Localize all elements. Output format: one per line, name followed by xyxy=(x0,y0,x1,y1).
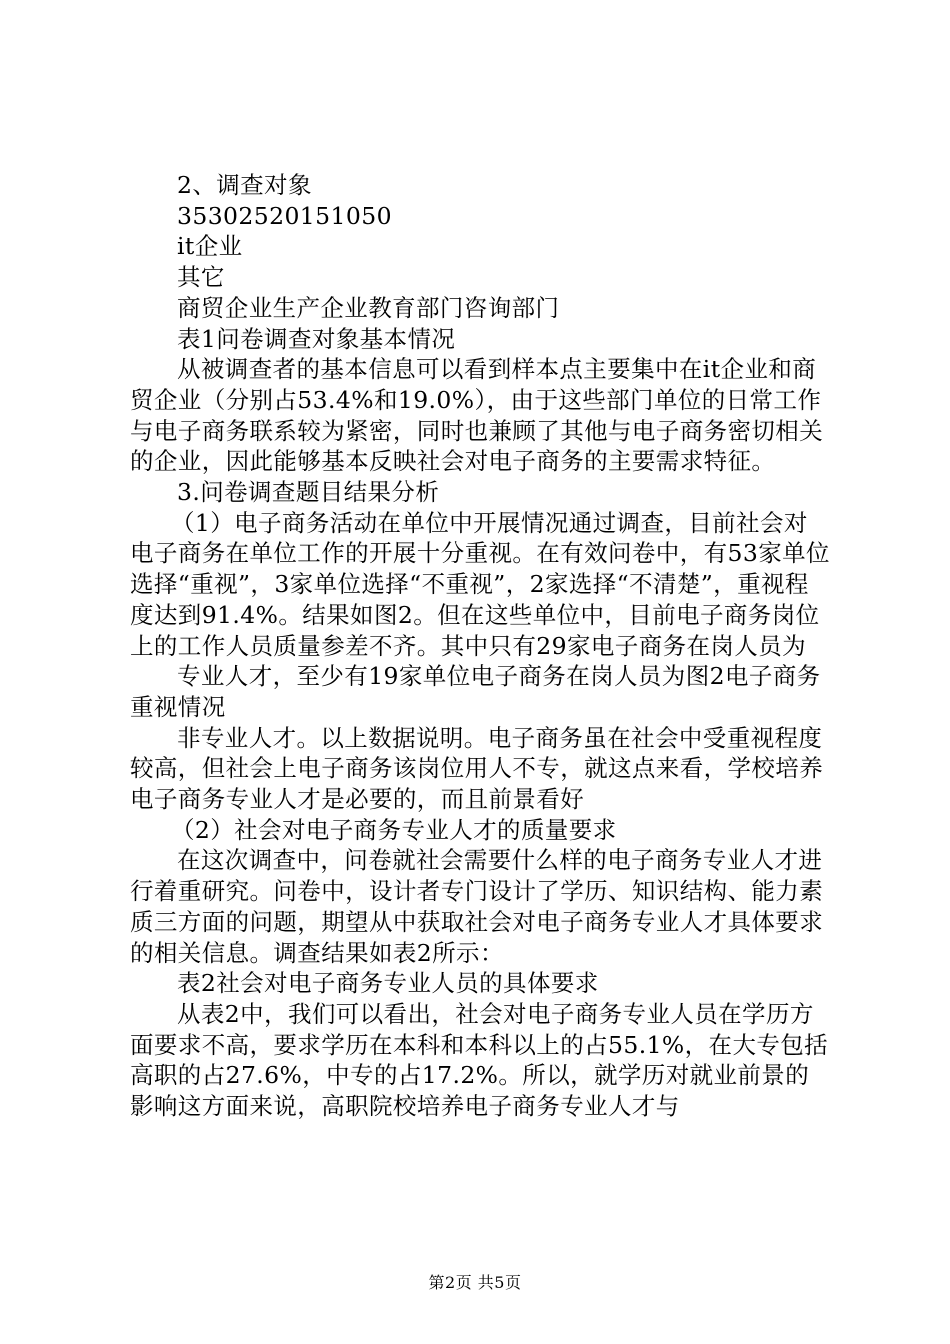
subheading-quality-requirements: （2）社会对电子商务专业人才的质量要求 xyxy=(171,815,617,844)
page-footer: 第2页 共5页 xyxy=(428,1273,522,1292)
paragraph-axis-numbers: 35302520151050 xyxy=(177,201,392,230)
paragraph-category-list: 商贸企业生产企业教育部门咨询部门 xyxy=(177,293,560,322)
paragraph-non-professional: 非专业人才。以上数据说明。电子商务虽在社会中受重视程度较高，但社会上电子商务该岗位用人不专，就这点来看，学校培养电子商务专业人才是必要的，而且前景看好 xyxy=(130,723,824,814)
paragraph-other: 其它 xyxy=(177,263,225,292)
paragraph-it-enterprise: it企业 xyxy=(177,232,243,261)
paragraph-professional-staff: 专业人才，至少有19家单位电子商务在岗人员为图2电子商务重视情况 xyxy=(130,662,821,721)
paragraph-survey-research: 在这次调查中，问卷就社会需要什么样的电子商务专业人才进行着重研究。问卷中，设计者专门设计了学历、知识结构、能力素质三方面的问题，期望从中获取社会对电子商务专业人才具体要求的相关信息。调查结果如表2所示： xyxy=(130,846,824,967)
document-body xyxy=(130,170,830,1122)
section-heading-3: 3.问卷调查题目结果分析 xyxy=(177,478,440,507)
table-caption-2: 表2社会对电子商务专业人员的具体要求 xyxy=(177,969,599,998)
paragraph-activity-analysis: （1）电子商务活动在单位中开展情况通过调查，目前社会对电子商务在单位工作的开展十分重视。在有效问卷中，有53家单位选择“重视”，3家单位选择“不重视”，2家选择“不清楚”，重视程度达到91.4%。结果如图2。但在这些单位中，目前电子商务岗位上的工作人员质量参差不齐。其中只有29家电子商务在岗人员为 xyxy=(130,508,830,660)
paragraph-survey-target-heading: 2、调查对象 xyxy=(177,171,312,199)
table-caption-1: 表1问卷调查对象基本情况 xyxy=(177,324,456,353)
paragraph-sample-analysis: 从被调查者的基本信息可以看到样本点主要集中在it企业和商贸企业（分别占53.4%和19.0%），由于这些部门单位的日常工作与电子商务联系较为紧密，同时也兼顾了其他与电子商务密切相关的企业，因此能够基本反映社会对电子商务的主要需求特征。 xyxy=(130,355,824,476)
paragraph-education-analysis: 从表2中，我们可以看出，社会对电子商务专业人员在学历方面要求不高，要求学历在本科和本科以上的占55.1%，在大专包括高职的占27.6%，中专的占17.2%。所以，就学历对就业前景的影响这方面来说，高职院校培养电子商务专业人才与 xyxy=(130,999,829,1121)
